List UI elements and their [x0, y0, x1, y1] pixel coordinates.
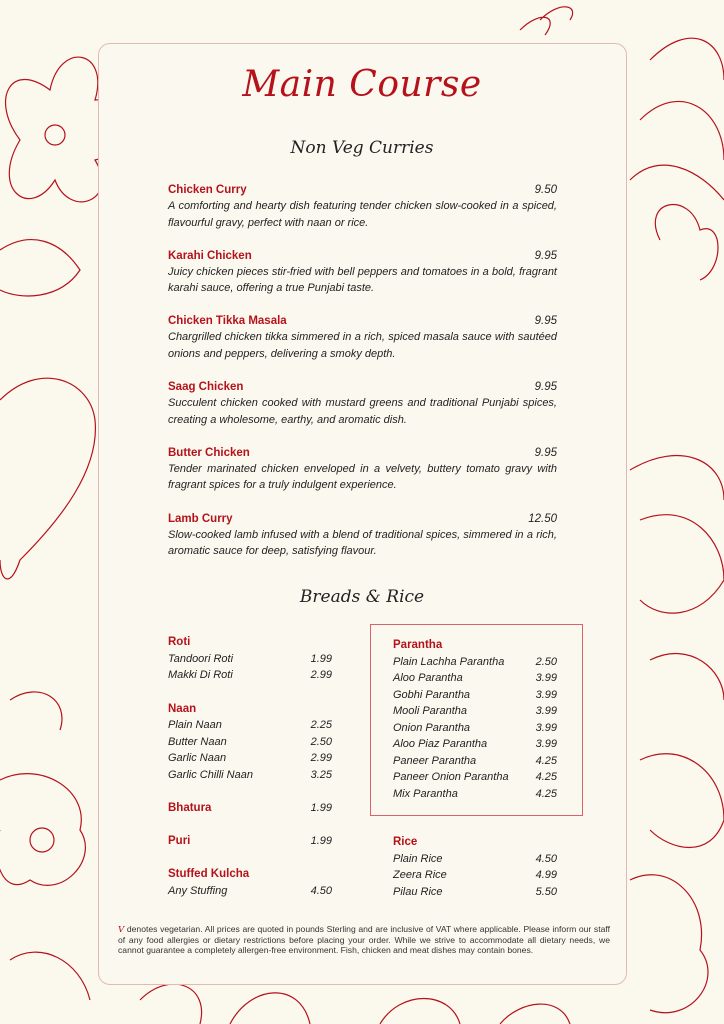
veg-mark: V	[118, 925, 125, 935]
item-price: 9.95	[534, 315, 557, 328]
item-name: Saag Chicken	[168, 381, 244, 394]
flower-left-icon	[0, 378, 95, 885]
item-name: Paneer Parantha	[393, 754, 477, 767]
menu-row	[168, 717, 332, 734]
item-name: Mooli Parantha	[393, 705, 467, 717]
item-name: Lamb Curry	[168, 512, 233, 525]
menu-row	[393, 884, 557, 901]
menu-row	[393, 654, 557, 671]
flower-right-icon	[630, 456, 724, 1013]
item-name: Paneer Onion Parantha	[393, 771, 509, 783]
item-description: Juicy chicken pieces stir-fried with bell peppers and tomatoes in a bold, fragrant karahi sauce, offering a true Punjabi taste.	[168, 265, 557, 295]
menu-row	[393, 867, 557, 884]
menu-item	[168, 248, 557, 297]
parantha-column	[393, 637, 557, 802]
menu-row	[168, 883, 332, 900]
item-price: 12.50	[528, 512, 557, 525]
item-name: Garlic Chilli Naan	[168, 768, 253, 781]
group-heading: Parantha	[393, 639, 443, 651]
item-description: Chargrilled chicken tikka simmered in a rich, spiced masala sauce with sautéed onions and peppers, delivering a smoky depth.	[168, 331, 557, 360]
menu-row	[168, 734, 332, 751]
item-name: Aloo Parantha	[393, 672, 463, 684]
item-name: Onion Parantha	[393, 721, 471, 734]
menu-row	[393, 786, 557, 803]
item-price: 9.95	[534, 249, 557, 262]
item-description: Tender marinated chicken enveloped in a velvety, buttery tomato gravy with fragrant spices for a truly indulgent experience.	[168, 462, 557, 492]
item-name: Plain Lachha Parantha	[393, 655, 505, 668]
item-price: 2.99	[310, 669, 332, 681]
item-name: Chicken Curry	[168, 184, 247, 196]
item-price: 4.50	[535, 852, 557, 865]
price: 1.99	[310, 802, 332, 814]
item-price: 3.99	[535, 688, 557, 701]
section-heading-non-veg: Non Veg Curries	[290, 138, 434, 158]
item-name: Gobhi Parantha	[393, 688, 471, 701]
item-name: Garlic Naan	[168, 752, 227, 764]
menu-row	[393, 851, 557, 868]
item-price: 3.99	[535, 738, 557, 750]
item-price: 4.25	[535, 787, 557, 800]
item-description: A comforting and hearty dish featuring tender chicken slow-cooked in a spiced, flavourful gravy, perfect with naan or rice.	[168, 200, 557, 229]
item-price: 2.25	[310, 719, 332, 731]
menu-item	[168, 182, 557, 231]
item-name: Pilau Rice	[393, 885, 443, 898]
item-price: 9.95	[534, 381, 557, 394]
item-name: Any Stuffing	[168, 884, 228, 897]
menu-item	[168, 379, 557, 428]
item-name: Chicken Tikka Masala	[168, 315, 287, 328]
item-price: 4.25	[535, 754, 557, 767]
item-name: Butter Naan	[168, 735, 227, 748]
menu-row	[393, 687, 557, 704]
item-name: Tandoori Roti	[168, 652, 234, 665]
menu-row	[393, 720, 557, 737]
menu-row	[393, 769, 557, 786]
group-heading: Bhatura	[168, 802, 212, 814]
item-name: Makki Di Roti	[168, 669, 233, 681]
page-title: Main Course	[242, 64, 482, 105]
menu-item	[168, 511, 557, 560]
menu-row	[393, 703, 557, 720]
section-heading-breads: Breads & Rice	[299, 587, 425, 607]
menu-row-puri	[168, 833, 332, 850]
menu-row	[393, 753, 557, 770]
item-price: 3.99	[535, 672, 557, 684]
menu-row-bhatura	[168, 800, 332, 817]
item-price: 4.25	[535, 771, 557, 783]
item-price: 4.99	[535, 869, 557, 881]
menu-row	[168, 750, 332, 767]
item-name: Plain Rice	[393, 852, 443, 865]
item-description: Succulent chicken cooked with mustard greens and traditional Punjabi spices, creating a wholesome, earthy, and aromatic dish.	[168, 397, 557, 426]
rice-column	[393, 834, 557, 900]
item-price: 2.50	[535, 655, 557, 668]
footer-note	[118, 924, 610, 955]
price: 1.99	[310, 835, 332, 847]
menu-item	[168, 313, 557, 362]
item-price: 3.99	[535, 705, 557, 717]
item-name: Aloo Piaz Parantha	[393, 738, 488, 750]
item-price: 3.99	[535, 721, 557, 734]
footer-text: denotes vegetarian. All prices are quoted in pounds Sterling and are inclusive of VAT where applicable. Please inform our staff of any food allergies or dietary restrictions before placing your order. While we strive to accommodate all dietary needs, we cannot guarantee a completely allergen-free environment. Fish, chicken and meat dishes may contain bones.	[118, 924, 610, 955]
item-price: 4.50	[310, 884, 332, 897]
item-price: 2.99	[310, 752, 332, 764]
item-price: 3.25	[310, 768, 332, 781]
menu-row	[168, 667, 332, 684]
item-price: 1.99	[310, 652, 332, 665]
menu-row	[393, 670, 557, 687]
group-heading: Naan	[168, 702, 197, 715]
breads-left-column	[168, 634, 332, 899]
group-heading: Roti	[168, 636, 191, 648]
item-price: 9.50	[534, 184, 557, 196]
menu-row	[168, 651, 332, 668]
item-name: Mix Parantha	[393, 787, 458, 800]
item-name: Karahi Chicken	[168, 249, 252, 262]
item-price: 5.50	[535, 885, 557, 898]
group-heading: Rice	[393, 836, 418, 848]
group-heading: Puri	[168, 835, 191, 847]
item-description: Slow-cooked lamb infused with a blend of traditional spices, simmered in a rich, aromatic sauce for deep, satisfying flavour.	[168, 528, 557, 557]
item-name: Zeera Rice	[393, 869, 447, 881]
menu-row	[393, 736, 557, 753]
item-name: Plain Naan	[168, 719, 222, 731]
menu-item	[168, 445, 557, 494]
menu-row	[168, 767, 332, 784]
item-price: 2.50	[310, 735, 332, 748]
item-price: 9.95	[534, 446, 557, 459]
item-name: Butter Chicken	[168, 446, 250, 459]
group-heading: Stuffed Kulcha	[168, 868, 250, 880]
